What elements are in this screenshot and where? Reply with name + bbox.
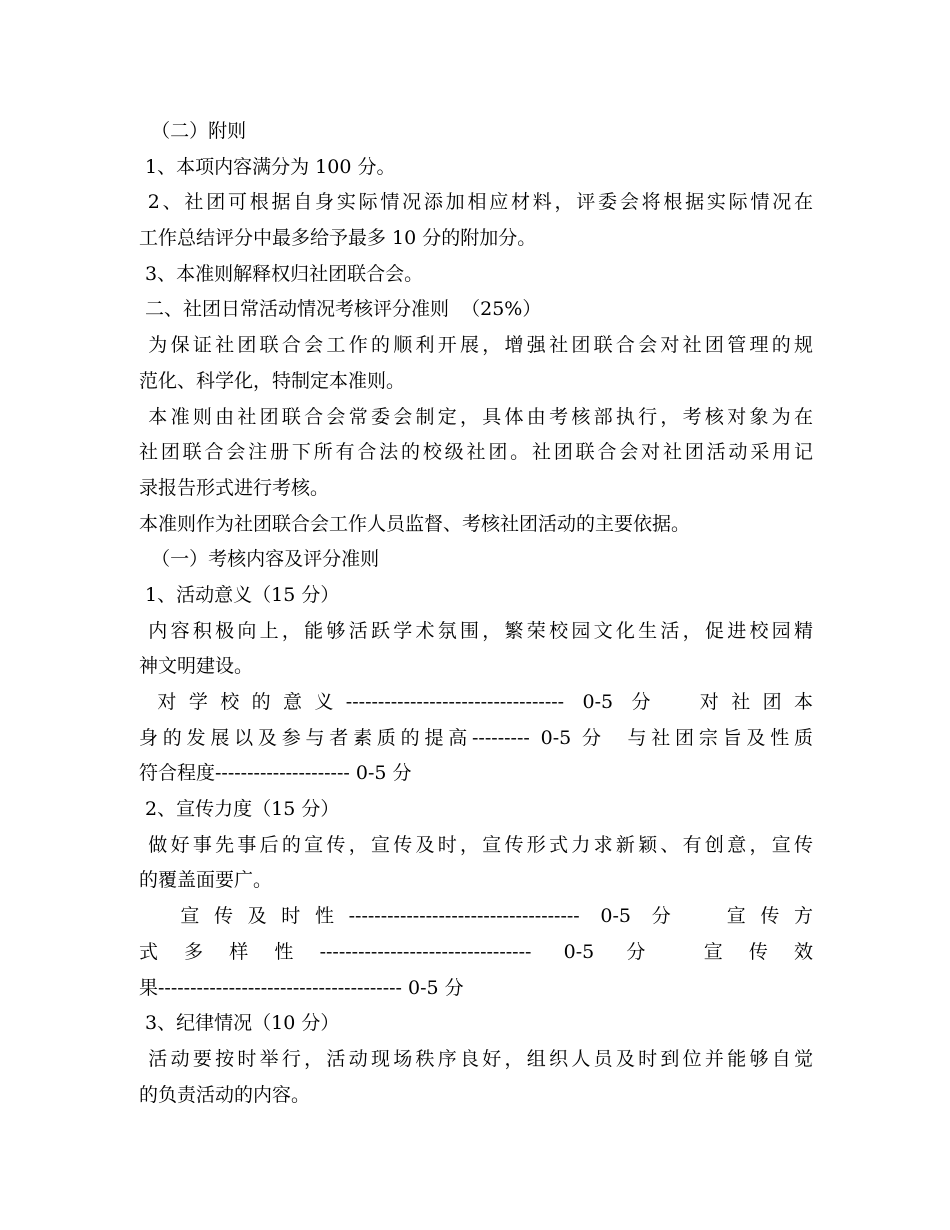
section-heading-daily-activities: 二、社团日常活动情况考核评分准则 （25%） bbox=[139, 298, 542, 321]
paragraph-scope-line-3: 录报告形式进行考核。 bbox=[139, 476, 330, 499]
paragraph-scope-line-1: 本准则由社团联合会常委会制定，具体由考核部执行，考核对象为在 bbox=[139, 405, 813, 428]
appendix-item-3: 3、本准则解释权归社团联合会。 bbox=[139, 262, 424, 285]
appendix-item-2-line-2: 工作总结评分中最多给予最多 10 分的附加分。 bbox=[139, 227, 537, 250]
document-page bbox=[139, 114, 813, 1113]
criterion-publicity-scores-line-3: 果-------------------------------------- 0-5 分 bbox=[139, 976, 464, 999]
criterion-significance-desc-line-2: 神文明建设。 bbox=[139, 655, 254, 678]
criterion-heading-significance: 1、活动意义（15 分） bbox=[139, 583, 340, 606]
paragraph-scope-line-2: 社团联合会注册下所有合法的校级社团。社团联合会对社团活动采用记 bbox=[139, 441, 813, 464]
criterion-significance-scores-line-1: 对学校的意义---------------------------------- 0-5 分 对社团本 bbox=[139, 691, 813, 713]
criterion-significance-scores-line-2: 身的发展以及参与者素质的提高--------- 0-5 分 与社团宗旨及性质 bbox=[139, 726, 813, 749]
criterion-publicity-scores-line-2: 式 多 样 性 --------------------------------- 0-5 分 宣 传 效 bbox=[139, 940, 813, 963]
paragraph-purpose-line-2: 范化、科学化，特制定本准则。 bbox=[139, 369, 406, 392]
criterion-discipline-desc-line-2: 的负责活动的内容。 bbox=[139, 1083, 311, 1106]
criterion-publicity-scores-line-1: 宣传及时性------------------------------------ 0-5 分 宣传方 bbox=[139, 905, 813, 928]
criterion-publicity-desc-line-2: 的覆盖面要广。 bbox=[139, 869, 273, 892]
paragraph-basis: 本准则作为社团联合会工作人员监督、考核社团活动的主要依据。 bbox=[139, 512, 691, 535]
criterion-significance-scores-line-3: 符合程度--------------------- 0-5 分 bbox=[139, 762, 412, 785]
criterion-discipline-desc-line-1: 活动要按时举行，活动现场秩序良好，组织人员及时到位并能够自觉 bbox=[139, 1047, 813, 1070]
criterion-heading-discipline: 3、纪律情况（10 分） bbox=[139, 1012, 340, 1035]
section-heading-appendix: （二）附则 bbox=[139, 120, 247, 142]
paragraph-purpose-line-1: 为保证社团联合会工作的顺利开展，增强社团联合会对社团管理的规 bbox=[139, 334, 813, 357]
appendix-item-2-line-1: 2、社团可根据自身实际情况添加相应材料，评委会将根据实际情况在 bbox=[139, 191, 813, 214]
appendix-item-1: 1、本项内容满分为 100 分。 bbox=[139, 155, 396, 178]
criterion-significance-desc-line-1: 内容积极向上，能够活跃学术氛围，繁荣校园文化生活，促进校园精 bbox=[139, 619, 813, 642]
subsection-heading-criteria: （一）考核内容及评分准则 bbox=[139, 548, 380, 571]
criterion-heading-publicity: 2、宣传力度（15 分） bbox=[139, 798, 340, 821]
criterion-publicity-desc-line-1: 做好事先事后的宣传，宣传及时，宣传形式力求新颖、有创意，宣传 bbox=[139, 833, 813, 856]
